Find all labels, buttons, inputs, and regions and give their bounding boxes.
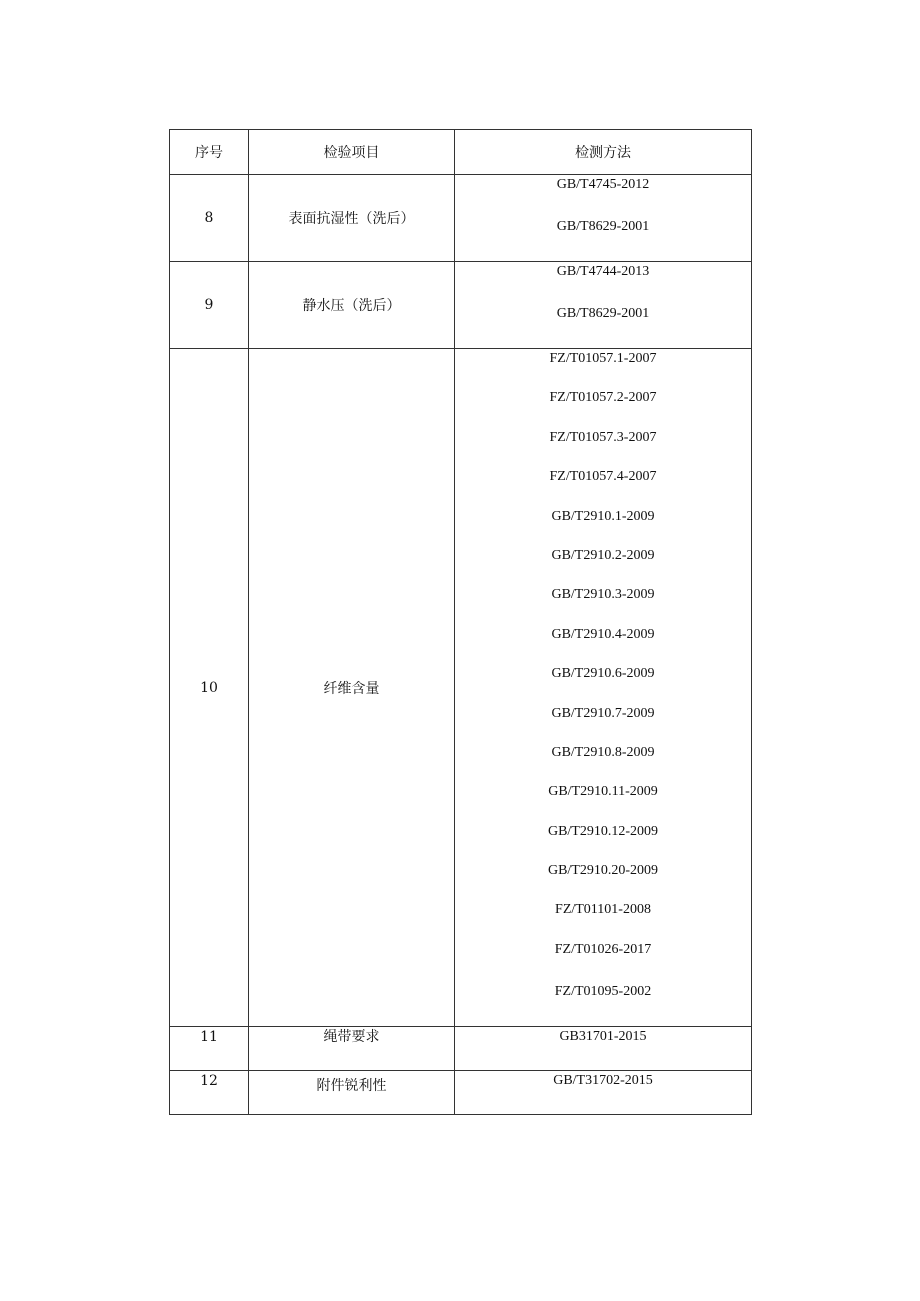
row-serial-no: 9 bbox=[170, 262, 249, 349]
method-standard: FZ/T01026-2017 bbox=[554, 941, 652, 957]
row-methods-cell bbox=[455, 175, 752, 262]
method-standard: FZ/T01057.2-2007 bbox=[549, 390, 657, 406]
row-test-item: 静水压（洗后） bbox=[249, 262, 455, 349]
method-standard: GB/T2910.12-2009 bbox=[547, 823, 659, 839]
method-standard: FZ/T01057.4-2007 bbox=[549, 469, 657, 485]
header-serial-no: 序号 bbox=[170, 130, 249, 175]
method-standard: GB31701-2015 bbox=[559, 1029, 647, 1044]
row-serial-no-text: 12 bbox=[200, 1073, 218, 1089]
row-serial-no bbox=[170, 1027, 249, 1071]
row-test-item: 纤维含量 bbox=[249, 349, 455, 1027]
method-standard: FZ/T01101-2008 bbox=[555, 902, 651, 918]
row-serial-no: 10 bbox=[170, 349, 249, 1027]
method-standard: GB/T2910.3-2009 bbox=[551, 587, 655, 603]
method-standard: FZ/T01095-2002 bbox=[554, 984, 652, 1000]
method-standard: GB/T2910.20-2009 bbox=[547, 863, 659, 879]
row-test-item: 表面抗湿性（洗后） bbox=[249, 175, 455, 262]
table-row bbox=[170, 349, 752, 1027]
method-standard: GB/T4745-2012 bbox=[556, 177, 650, 192]
method-standard: FZ/T01057.1-2007 bbox=[549, 351, 657, 366]
row-serial-no: 8 bbox=[170, 175, 249, 262]
row-methods-cell bbox=[455, 349, 752, 1027]
row-test-item bbox=[249, 1027, 455, 1071]
table-row bbox=[170, 175, 752, 262]
row-methods-cell bbox=[455, 1071, 752, 1115]
method-standard: GB/T8629-2001 bbox=[556, 219, 650, 234]
row-test-item-text: 绳带要求 bbox=[323, 1029, 380, 1045]
method-standard: GB/T2910.8-2009 bbox=[551, 744, 655, 760]
method-standard: GB/T2910.6-2009 bbox=[551, 666, 655, 682]
method-standard: GB/T2910.11-2009 bbox=[548, 784, 658, 800]
method-standard: GB/T4744-2013 bbox=[556, 264, 650, 279]
method-standard: GB/T8629-2001 bbox=[556, 306, 650, 321]
header-test-method: 检测方法 bbox=[455, 130, 752, 175]
row-methods-cell bbox=[455, 1027, 752, 1071]
table-row bbox=[170, 1071, 752, 1115]
row-serial-no-text: 11 bbox=[200, 1029, 218, 1045]
method-standard: GB/T31702-2015 bbox=[553, 1073, 653, 1088]
method-standard: GB/T2910.1-2009 bbox=[551, 508, 655, 524]
method-standard: GB/T2910.4-2009 bbox=[551, 626, 655, 642]
method-standard: GB/T2910.2-2009 bbox=[551, 547, 655, 563]
table-row bbox=[170, 1027, 752, 1071]
method-standard: FZ/T01057.3-2007 bbox=[549, 429, 657, 445]
row-serial-no bbox=[170, 1071, 249, 1115]
inspection-methods-table bbox=[169, 129, 752, 1115]
header-test-item: 检验项目 bbox=[249, 130, 455, 175]
row-test-item bbox=[249, 1071, 455, 1115]
method-standard: GB/T2910.7-2009 bbox=[551, 705, 655, 721]
row-methods-cell bbox=[455, 262, 752, 349]
table-row bbox=[170, 262, 752, 349]
row-test-item-text: 附件锐利性 bbox=[316, 1078, 387, 1094]
table-header-row bbox=[170, 130, 752, 175]
